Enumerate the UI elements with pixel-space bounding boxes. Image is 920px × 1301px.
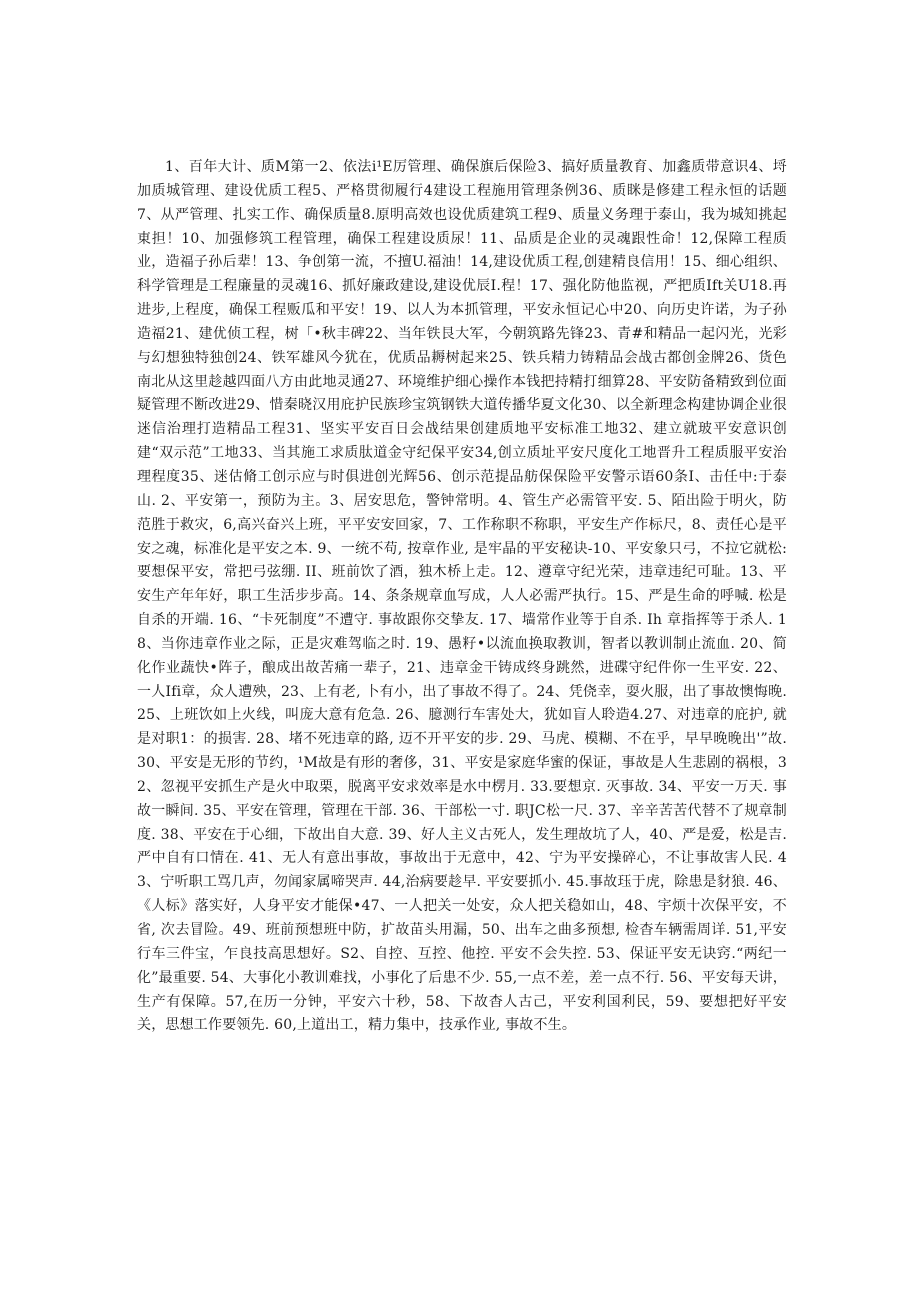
body-paragraph: 1、百年大计、质M第一2、依法i¹E厉管理、确保旗后保险3、搞好质量教育、加鑫质带意识4、埒加质城管理、建设优质工程5、严格贯彻履行4建设工程施用管理条例36、质眯是修建工程永恒的话题7、从严管理、扎实工作、确保质量8.原明高效也设优质建筑工程9、质量义务理于泰山，我为城知挑起東担！10、加强修筑工程管理，确保工程建设质尿！11、品质是企业的灵魂跟性命！12,保障工程质业，造福子孙后辈！13、争创第一流，不擅U.福油！14,建设优质工程,创建精良信用！15、细心组织、科学管理是工程廉量的灵魂16、抓好廉政建设,建设优辰I.程！17、强化防他监视，严把质Ift关U18.再进步,上程度，确保工程贩瓜和平安！19、以人为本抓管理，平安永恒记心中20、向历史许诺，为子孙造福21、建优侦工程，树「•秋丰碑22、当年铁艮大军，今朝筑路先锋23、青#和精品一起闪光，光彩与幻想独特独创24、铁军雄风今犹在，优质品耨树起来25、铁兵精力铸精品会战古都创金牌26、货色南北从这里趁越四面八方由此地灵通27、环境维护细心操作本钱把持精打细算28、平安防备精致到位面疑管理不断改进29、惜秦晓汉用庇护民族珍宝筑钢铁大道传播华夏文化30、以全新理念构建协调企业很迷信治理打造精品工程31、坚实平安百日会战结果创建质地平安标准工地32、建立就玻平安意识创建“双示范”工地33、当其施工求质肽道金守纪保平安34,创立质址平安尺度化工地晋升工程质服平安治理程度35、迷估脩工创示应与时俱进创光辉56、创示范提品舫保保险平安警示语60条I、击任中:于泰山. 2、平安第一，预防为主。3、居安思危，警钟常明。4、管生产必需管平安. 5、陌出险于明火，防范胜于救灾，6,高兴奋兴上班，平平安安回家，7、工作称职不称职，平安生产作标尺，8、责任心是平安之魂，标准化是平安之本. 9、一统不苟, 按章作业, 是牢晶的平安秘诀-10、平安象只弓，不拉它就松: 要想保平安，常把弓弦绷. II、班前饮了酒，独木桥上走。12、遵章守纪光荣，违章违纪可耻。13、平安生产年年好，职工生活步步高。14、条条规章血写成，人人必需严执行。15、严是生命的呼喊. 松是自杀的开端. 16、“卡死制度”不遭守. 事故跟你交挚友. 17、墙常作业等于自杀. Ih 章指挥等于杀人. 18、当你违章作业之际，正是灾难驾临之时. 19、愚籽•以流血换取教训，智者以教训制止流血. 20、简化作业蔬快•阵子，酿成出故苦痛一辈子，21、违章金干铸成终身跳然，进碟守纪件你一生平安. 22、一人Ifi章，众人遭殃，23、上有老, 卜有小，出了事故不得了。24、凭侥幸，耍火服，出了事故懊悔晚. 25、上班饮如上火线，叫庞大意有危急. 26、臆测行车害处大，犹如盲人聆造4.27、对违章的庇护, 就是对职1：的损害. 28、堵不死违章的路, 迈不开平安的步. 29、马虎、模糊、不在乎，早早晚晚出'”故. 30、平安是无形的节约，¹M故是有形的奢侈，31、平安是家庭华蜜的保证，事故是人生悲剧的祸根，32、忽视平安抓生产是火中取栗，脱离平安求效率是水中楞月. 33.要想京. 灭事故. 34、平安一万天. 事故一瞬间. 35、平安在管理，管理在干部. 36、干部松一寸. 职JC松一尺. 37、辛辛苦苦代替不了规章制度. 38、平安在于心细，下故出自大意. 39、好人主义古死人，发生理故坑了人，40、严是爱，松是吉. 严中自有口情在. 41、无人有意出事故，事故出于无意中，42、宁为平安操碎心，不让事故害人民. 43、宁听职工骂几声，勿闻家属啼哭声. 44,治病要趁早. 平安要抓小. 45.事故珏于虎，除患是豺狼. 46、《人标》落实好，人身平安才能保•47、一人把关一处安，众人把关稳如山，48、宇烦十次保平安，不省, 次去冒险。49、班前预想班中防，扩故苗头用漏，50、出车之曲多预想, 检杳车辆需周详. 51,平安行车三件宝，乍良技高思想好。S2、自控、互控、他控. 平安不会失控. 53、保证平安无诀窍.“两纪一化”最重要. 54、大事化小教训难找，小事化了后患不少. 55,一点不差，差一点不行. 56、平安每天讲，生产有保障。57,在历一分钟，平安六十秒，58、下故杳人古己，平安利国利民，59、要想把好平安关，思想工作要领先. 60,上道出工，精力集中，技承作业, 事故不生。 bbox=[137, 159, 787, 1034]
